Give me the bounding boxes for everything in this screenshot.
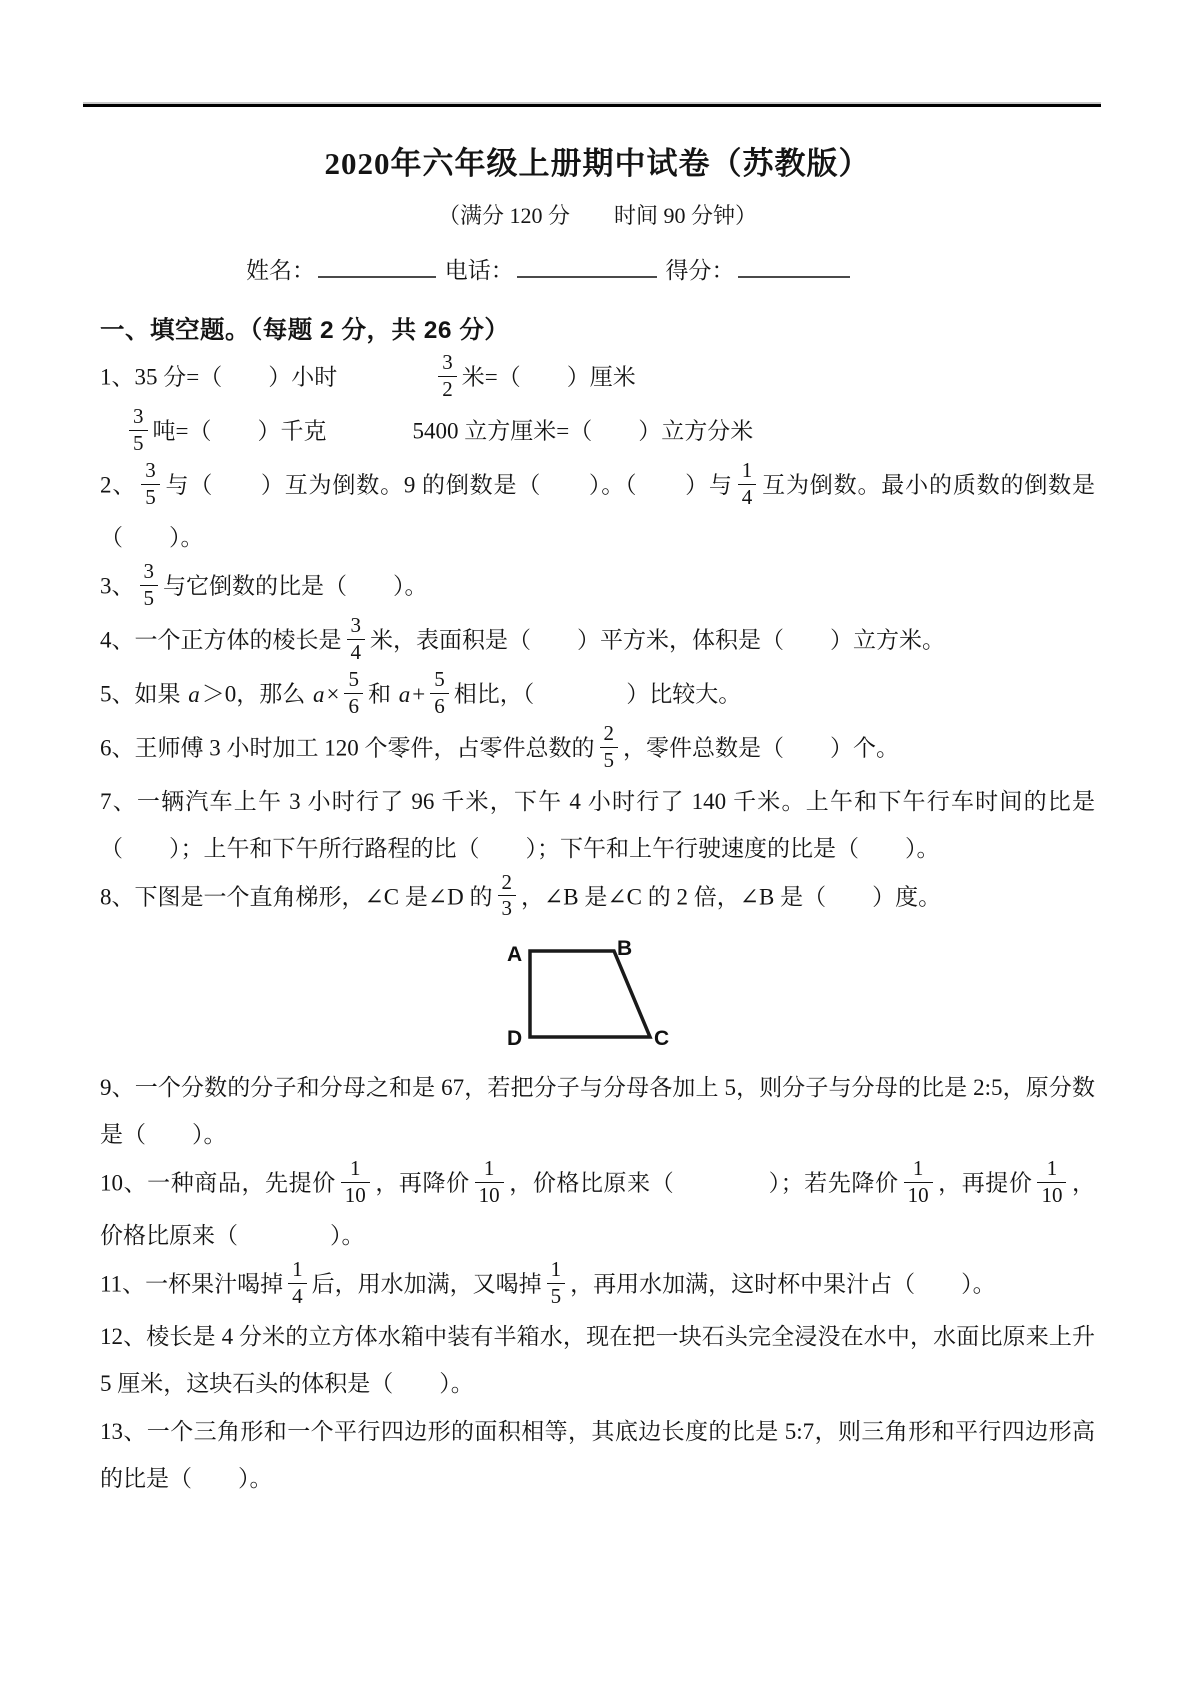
question-text: 后，用水加满，又喝掉: [311, 1271, 542, 1297]
question-line: [100, 669, 1095, 723]
question-line: [100, 352, 1095, 406]
question-text: 2、: [100, 472, 137, 498]
question-line: [100, 778, 1095, 872]
question-line: [100, 460, 1095, 561]
fraction: $\frac{1}{10}$: [904, 1155, 933, 1209]
question-line: [100, 561, 1095, 615]
questions-part1: [100, 352, 1095, 926]
exam-meta: （满分 120 分 时间 90 分钟）: [437, 203, 757, 228]
fraction: $\frac{3}{5}$: [129, 403, 148, 457]
column-gap: [326, 437, 412, 438]
student-info-row: [100, 252, 1095, 285]
page-title: 2020年六年级上册期中试卷（苏教版）: [324, 146, 871, 181]
question-line: [100, 1064, 1095, 1158]
fraction: $\frac{5}{6}$: [344, 666, 363, 720]
question-text: 米=（ ）厘米: [461, 364, 636, 390]
phone-label: 电话：: [444, 258, 514, 284]
question-text: ，再用水加满，这时杯中果汁占（ ）。: [570, 1271, 996, 1297]
vertex-label-d: D: [507, 1026, 523, 1050]
question-text: 5、如果: [100, 681, 187, 707]
question-text: ，价格比原来（ ）。: [100, 1170, 1096, 1249]
question-line: [100, 406, 1095, 460]
question-text: 9、一个分数的分子和分母之和是 67，若把分子与分母各加上 5，则分子与分母的比是 2:5，原分数是（ ）。: [100, 1074, 1095, 1147]
question-line: [100, 1158, 1095, 1259]
score-label: 得分：: [665, 258, 735, 284]
question-line: [100, 869, 1095, 926]
math-variable: a: [313, 681, 325, 707]
header-rule: [83, 104, 1101, 107]
fraction: $\frac{1}{10}$: [1037, 1155, 1066, 1209]
question-text: 与它倒数的比是（ ）。: [163, 573, 428, 599]
question-text: 11、一杯果汁喝掉: [100, 1271, 284, 1297]
question-text: 米，表面积是（ ）平方米，体积是（ ）立方米。: [370, 627, 945, 653]
fraction: $\frac{3}{4}$: [347, 612, 366, 666]
question-text: 12、棱长是 4 分米的立方体水箱中装有半箱水，现在把一块石头完全浸没在水中，水面比原来上升 5 厘米，这块石头的体积是（ ）。: [100, 1324, 1095, 1397]
question-text: 13、一个三角形和一个平行四边形的面积相等，其底边长度的比是 5:7，则三角形和平行四边形高的比是（ ）。: [100, 1418, 1095, 1491]
question-text: 吨=（ ）千克: [152, 418, 327, 444]
math-variable: a: [398, 681, 411, 707]
question-text: 3、: [100, 573, 135, 599]
question-text: 相比，（ ）比较大。: [453, 681, 742, 707]
question-text: 10、一种商品，先提价: [100, 1170, 336, 1196]
question-line: [100, 1313, 1095, 1407]
vertex-label-b: B: [617, 936, 633, 960]
fraction: $\frac{3}{5}$: [141, 457, 160, 511]
question-text: 1、35 分=（ ）小时: [100, 364, 338, 390]
question-line: [100, 615, 1095, 669]
fraction: $\frac{1}{10}$: [341, 1155, 370, 1209]
question-text: ＞0，那么: [201, 681, 311, 707]
questions-part2: [100, 1064, 1095, 1502]
fraction: $\frac{1}{10}$: [475, 1155, 504, 1209]
question-line: [100, 723, 1095, 777]
question-text: 5400 立方厘米=（ ）立方分米: [412, 418, 754, 444]
fraction: $\frac{1}{5}$: [547, 1256, 566, 1310]
math-variable: a: [188, 681, 200, 707]
trapezoid-figure: [496, 932, 688, 1056]
vertex-label-c: C: [654, 1026, 670, 1050]
question-text: ，再降价: [374, 1170, 470, 1196]
phone-blank-line: [517, 252, 657, 278]
question-text: +: [412, 681, 426, 707]
fraction: $\frac{2}{3}$: [498, 869, 517, 923]
column-gap: [337, 383, 433, 384]
question-text: 7、一辆汽车上午 3 小时行了 96 千米，下午 4 小时行了 140 千米。上午和下午行车时间的比是（ ）；上午和下午所行路程的比（ ）；下午和上午行驶速度的比是（ ）。: [100, 788, 1095, 861]
question-text: 4、一个正方体的棱长是: [100, 627, 342, 653]
question-text: ，价格比原来（ ）；若先降价: [508, 1170, 899, 1196]
question-line: [100, 1408, 1095, 1502]
fraction: $\frac{5}{6}$: [430, 666, 449, 720]
question-text: 8、下图是一个直角梯形，∠C 是∠D 的: [100, 884, 493, 910]
question-text: 互为倒数。最小的质数的倒数是（ ）。: [100, 472, 1096, 551]
trapezoid-shape: [530, 951, 650, 1037]
name-blank-line: [318, 252, 436, 278]
question-text: 6、王师傅 3 小时加工 120 个零件，占零件总数的: [100, 735, 595, 761]
fraction: $\frac{3}{5}$: [140, 558, 159, 612]
question-text: ，∠B 是∠C 的 2 倍，∠B 是（ ）度。: [521, 884, 942, 910]
question-text: 与（ ）互为倒数。9 的倒数是（ ）。（ ）与: [164, 472, 733, 498]
question-text: ，零件总数是（ ）个。: [623, 735, 899, 761]
fraction: $\frac{1}{4}$: [738, 457, 757, 511]
fraction: $\frac{1}{4}$: [288, 1256, 307, 1310]
score-blank-line: [738, 252, 850, 278]
fraction: $\frac{2}{5}$: [600, 720, 619, 774]
question-text: ×: [326, 681, 340, 707]
fraction: $\frac{3}{2}$: [438, 349, 457, 403]
question-text: 和: [367, 681, 397, 707]
vertex-label-a: A: [507, 942, 523, 966]
section-heading: 一、填空题。（每题 2 分，共 26 分）: [100, 317, 510, 345]
name-label: 姓名：: [246, 258, 315, 284]
question-line: [100, 1259, 1095, 1313]
question-text: ，再提价: [937, 1170, 1033, 1196]
